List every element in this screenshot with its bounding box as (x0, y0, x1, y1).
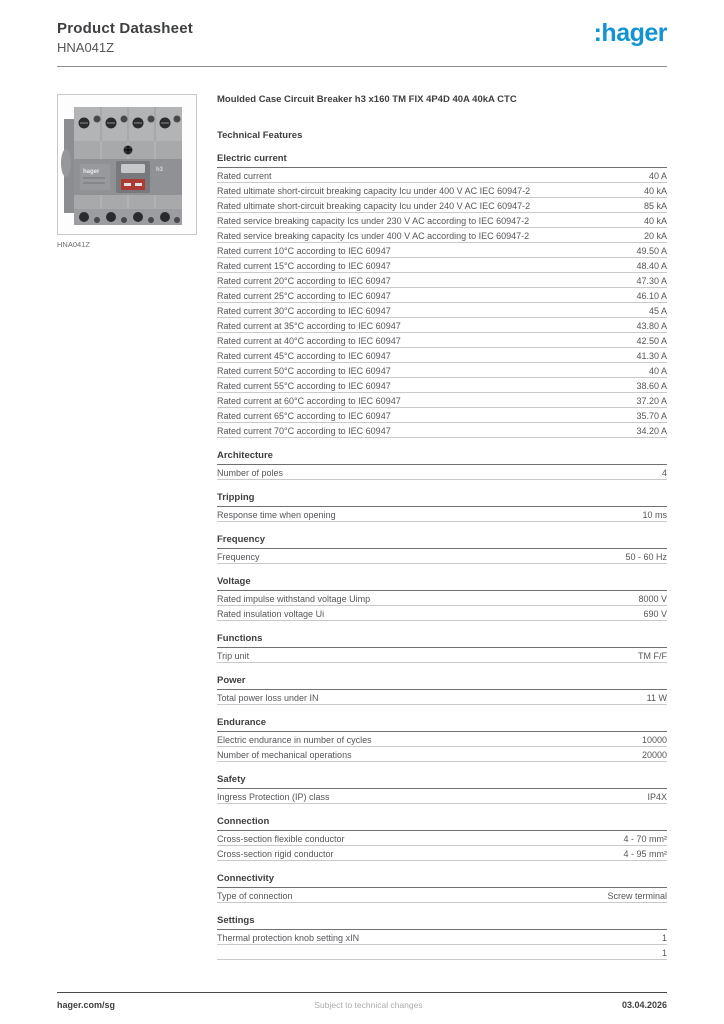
section-title: Settings (217, 915, 667, 930)
section-title: Voltage (217, 576, 667, 591)
spec-value: 10000 (641, 734, 667, 745)
spec-label: Cross-section rigid conductor (217, 848, 334, 859)
spec-value: 34.20 A (636, 425, 667, 436)
header-titles (57, 20, 193, 55)
spec-value: 50 - 60 Hz (625, 551, 667, 562)
spec-row (217, 591, 667, 606)
section-title: Architecture (217, 450, 667, 465)
spec-section (217, 492, 667, 522)
footer-divider (57, 992, 667, 993)
spec-value: 35.70 A (636, 410, 667, 421)
spec-row (217, 378, 667, 393)
spec-row (217, 333, 667, 348)
spec-value: 41.30 A (636, 350, 667, 361)
spec-row (217, 888, 667, 903)
spec-value: 46.10 A (636, 290, 667, 301)
spec-row (217, 690, 667, 705)
spec-row (217, 507, 667, 522)
spec-label: Thermal protection knob setting xIN (217, 932, 360, 943)
spec-value: 20 kA (643, 230, 667, 241)
spec-row (217, 789, 667, 804)
spec-section (217, 633, 667, 663)
spec-label: Cross-section flexible conductor (217, 833, 345, 844)
spec-label: Ingress Protection (IP) class (217, 791, 330, 802)
spec-row (217, 213, 667, 228)
spec-row (217, 168, 667, 183)
spec-row (217, 183, 667, 198)
spec-row (217, 393, 667, 408)
spec-row (217, 465, 667, 480)
spec-label: Total power loss under IN (217, 692, 319, 703)
spec-section (217, 915, 667, 960)
spec-value: TM F/F (638, 650, 667, 661)
spec-row (217, 648, 667, 663)
spec-label: Rated current at 60°C according to IEC 60947 (217, 395, 401, 406)
spec-value: 48.40 A (636, 260, 667, 271)
spec-value: 1 (661, 932, 667, 943)
spec-row (217, 288, 667, 303)
spec-label: Response time when opening (217, 509, 336, 520)
spec-row (217, 747, 667, 762)
spec-label: Number of poles (217, 467, 284, 478)
spec-value: 10 ms (642, 509, 667, 520)
spec-section (217, 576, 667, 621)
spec-label: Rated current 45°C according to IEC 60947 (217, 350, 391, 361)
spec-row (217, 549, 667, 564)
spec-label: Rated current 15°C according to IEC 60947 (217, 260, 391, 271)
spec-label: Frequency (217, 551, 260, 562)
spec-label: Rated current 20°C according to IEC 60947 (217, 275, 391, 286)
spec-row (217, 348, 667, 363)
spec-row (217, 363, 667, 378)
spec-value: 4 - 95 mm² (623, 848, 667, 859)
page-footer (57, 992, 667, 1010)
spec-row (217, 243, 667, 258)
section-title: Tripping (217, 492, 667, 507)
spec-label: Rated current 55°C according to IEC 60947 (217, 380, 391, 391)
spec-section (217, 450, 667, 480)
footer-website: hager.com/sg (57, 1000, 116, 1010)
spec-value: 4 (661, 467, 667, 478)
spec-label: Rated service breaking capacity Ics under 400 V AC according to IEC 60947-2 (217, 230, 530, 241)
spec-row (217, 273, 667, 288)
specs-column (217, 94, 667, 960)
spec-section (217, 153, 667, 438)
header-divider (57, 66, 667, 67)
spec-row (217, 423, 667, 438)
technical-features-heading: Technical Features (217, 130, 303, 141)
spec-label: Trip unit (217, 650, 250, 661)
spec-label: Number of mechanical operations (217, 749, 352, 760)
footer-note: Subject to technical changes (314, 1000, 423, 1010)
section-title: Connectivity (217, 873, 667, 888)
spec-row (217, 930, 667, 945)
spec-value: 4 - 70 mm² (623, 833, 667, 844)
spec-section (217, 675, 667, 705)
spec-row (217, 198, 667, 213)
sections (217, 153, 667, 960)
footer-date: 03.04.2026 (621, 1000, 667, 1010)
spec-label: Rated current (217, 170, 272, 181)
spec-row (217, 732, 667, 747)
spec-value: 47.30 A (636, 275, 667, 286)
section-title: Connection (217, 816, 667, 831)
hager-logo: :hager (593, 19, 667, 47)
spec-value: 85 kA (643, 200, 667, 211)
spec-row (217, 303, 667, 318)
spec-label: Rated service breaking capacity Ics under 230 V AC according to IEC 60947-2 (217, 215, 530, 226)
spec-value: 38.60 A (636, 380, 667, 391)
spec-section (217, 774, 667, 804)
spec-label: Rated ultimate short-circuit breaking capacity Icu under 400 V AC IEC 60947-2 (217, 185, 531, 196)
page-title: Product Datasheet (57, 20, 193, 37)
spec-label: Electric endurance in number of cycles (217, 734, 372, 745)
circuit-breaker-illustration (58, 95, 196, 234)
spec-label: Rated current 70°C according to IEC 60947 (217, 425, 391, 436)
spec-section (217, 534, 667, 564)
spec-row (217, 846, 667, 861)
svg-text:hager: hager (83, 169, 100, 175)
spec-label: Rated current 10°C according to IEC 60947 (217, 245, 391, 256)
section-title: Safety (217, 774, 667, 789)
spec-value: 42.50 A (636, 335, 667, 346)
spec-label: Rated current at 40°C according to IEC 60947 (217, 335, 401, 346)
spec-value: 45 A (648, 305, 667, 316)
section-title: Endurance (217, 717, 667, 732)
spec-section (217, 717, 667, 762)
spec-label: Rated current at 35°C according to IEC 60947 (217, 320, 401, 331)
section-title: Functions (217, 633, 667, 648)
spec-label: Rated current 25°C according to IEC 60947 (217, 290, 391, 301)
spec-value: Screw terminal (607, 890, 667, 901)
product-image-caption: HNA041Z (57, 240, 90, 249)
spec-label: Rated impulse withstand voltage Uimp (217, 593, 371, 604)
spec-value: 40 A (648, 170, 667, 181)
spec-section (217, 816, 667, 861)
spec-label: Rated ultimate short-circuit breaking capacity Icu under 240 V AC IEC 60947-2 (217, 200, 531, 211)
spec-label: Rated insulation voltage Ui (217, 608, 325, 619)
spec-value: IP4X (647, 791, 667, 802)
spec-value: 20000 (641, 749, 667, 760)
spec-row (217, 831, 667, 846)
spec-label: Rated current 30°C according to IEC 60947 (217, 305, 391, 316)
section-title: Electric current (217, 153, 667, 168)
svg-text:h3: h3 (156, 167, 164, 173)
product-title: Moulded Case Circuit Breaker h3 x160 TM FIX 4P4D 40A 40kA CTC (217, 94, 517, 105)
section-title: Frequency (217, 534, 667, 549)
section-title: Power (217, 675, 667, 690)
spec-value: 40 kA (643, 185, 667, 196)
spec-value: 43.80 A (636, 320, 667, 331)
spec-value: 690 V (643, 608, 667, 619)
spec-value: 1 (661, 947, 667, 958)
spec-value: 37.20 A (636, 395, 667, 406)
content-area (57, 94, 667, 960)
spec-value: 49.50 A (636, 245, 667, 256)
spec-row (217, 945, 667, 960)
page-header (57, 20, 667, 55)
spec-value: 8000 V (638, 593, 667, 604)
product-image (57, 94, 197, 235)
spec-row (217, 606, 667, 621)
spec-label: Type of connection (217, 890, 293, 901)
spec-value: 40 A (648, 365, 667, 376)
spec-row (217, 258, 667, 273)
spec-label: Rated current 65°C according to IEC 60947 (217, 410, 391, 421)
spec-section (217, 873, 667, 903)
product-reference: HNA041Z (57, 40, 115, 55)
spec-row (217, 408, 667, 423)
spec-value: 11 W (646, 692, 667, 703)
footer-row (57, 1000, 667, 1010)
product-image-column (57, 94, 217, 960)
spec-label: Rated current 50°C according to IEC 60947 (217, 365, 391, 376)
spec-row (217, 318, 667, 333)
spec-value: 40 kA (643, 215, 667, 226)
spec-row (217, 228, 667, 243)
